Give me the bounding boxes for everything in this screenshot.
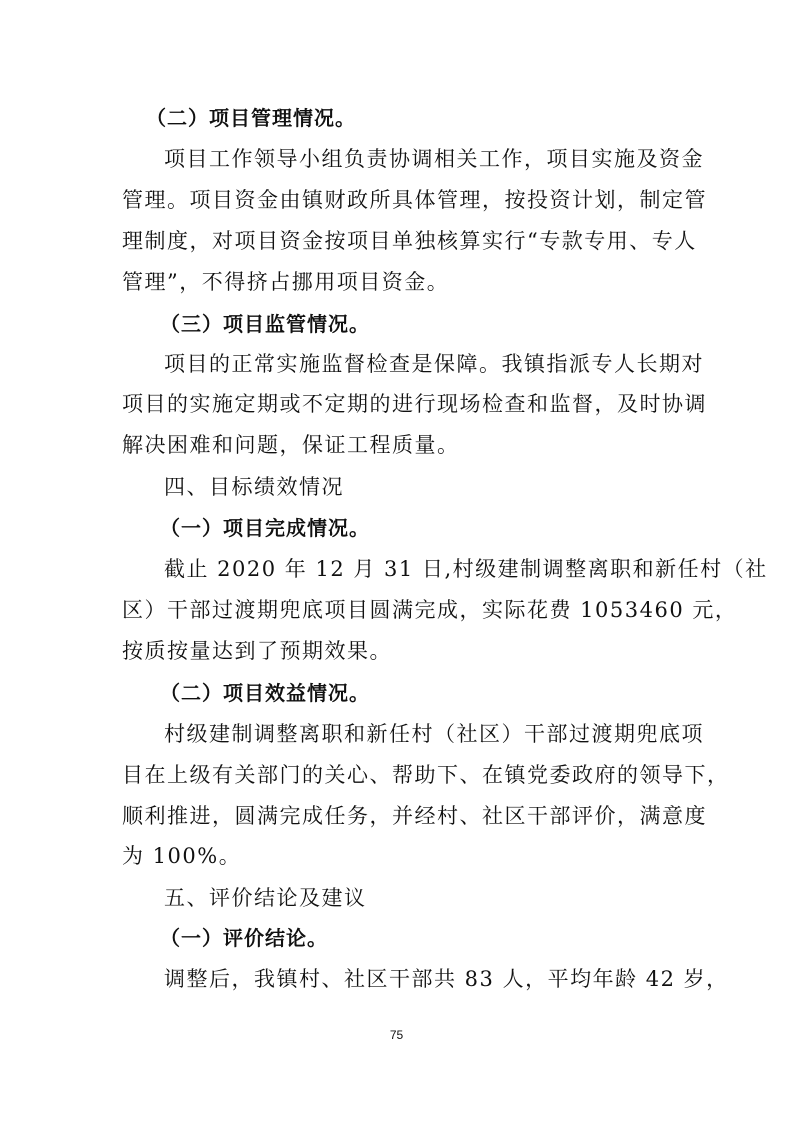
paragraph-line: 项目工作领导小组负责协调相关工作，项目实施及资金 [164,147,704,171]
section-heading-evaluation-conclusion: （一）评价结论。 [160,926,328,950]
paragraph-line: 区）干部过渡期兜底项目圆满完成，实际花费 1053460 元， [122,598,738,622]
paragraph-line: 项目的正常实施监督检查是保障。我镇指派专人长期对 [164,352,704,376]
paragraph-line: 为 100%。 [122,844,242,868]
paragraph-line: 顺利推进，圆满完成任务，并经村、社区干部评价，满意度 [122,804,707,828]
page-number: 75 [389,1028,404,1042]
chapter-heading-conclusion: 五、评价结论及建议 [164,886,367,910]
paragraph-line: 目在上级有关部门的关心、帮助下、在镇党委政府的领导下， [122,763,730,787]
paragraph-line: 解决困难和问题，保证工程质量。 [122,433,460,457]
section-heading-project-completion: （一）项目完成情况。 [160,516,370,540]
chapter-heading-performance: 四、目标绩效情况 [164,475,344,499]
paragraph-line: 理制度，对项目资金按项目单独核算实行“专款专用、专人 [122,229,697,253]
section-heading-project-benefit: （二）项目效益情况。 [160,681,370,705]
paragraph-line: 管理”，不得挤占挪用项目资金。 [122,270,450,294]
paragraph-line: 截止 2020 年 12 月 31 日,村级建制调整离职和新任村（社 [164,557,768,581]
paragraph-line: 按质按量达到了预期效果。 [122,639,392,663]
section-heading-project-management: （二）项目管理情况。 [146,106,356,130]
paragraph-line: 村级建制调整离职和新任村（社区）干部过渡期兜底项 [164,722,704,746]
section-heading-project-supervision: （三）项目监管情况。 [160,312,370,336]
paragraph-line: 调整后，我镇村、社区干部共 83 人，平均年龄 42 岁， [164,967,729,991]
paragraph-line: 项目的实施定期或不定期的进行现场检查和监督，及时协调 [122,392,707,416]
paragraph-line: 管理。项目资金由镇财政所具体管理，按投资计划，制定管 [122,188,707,212]
